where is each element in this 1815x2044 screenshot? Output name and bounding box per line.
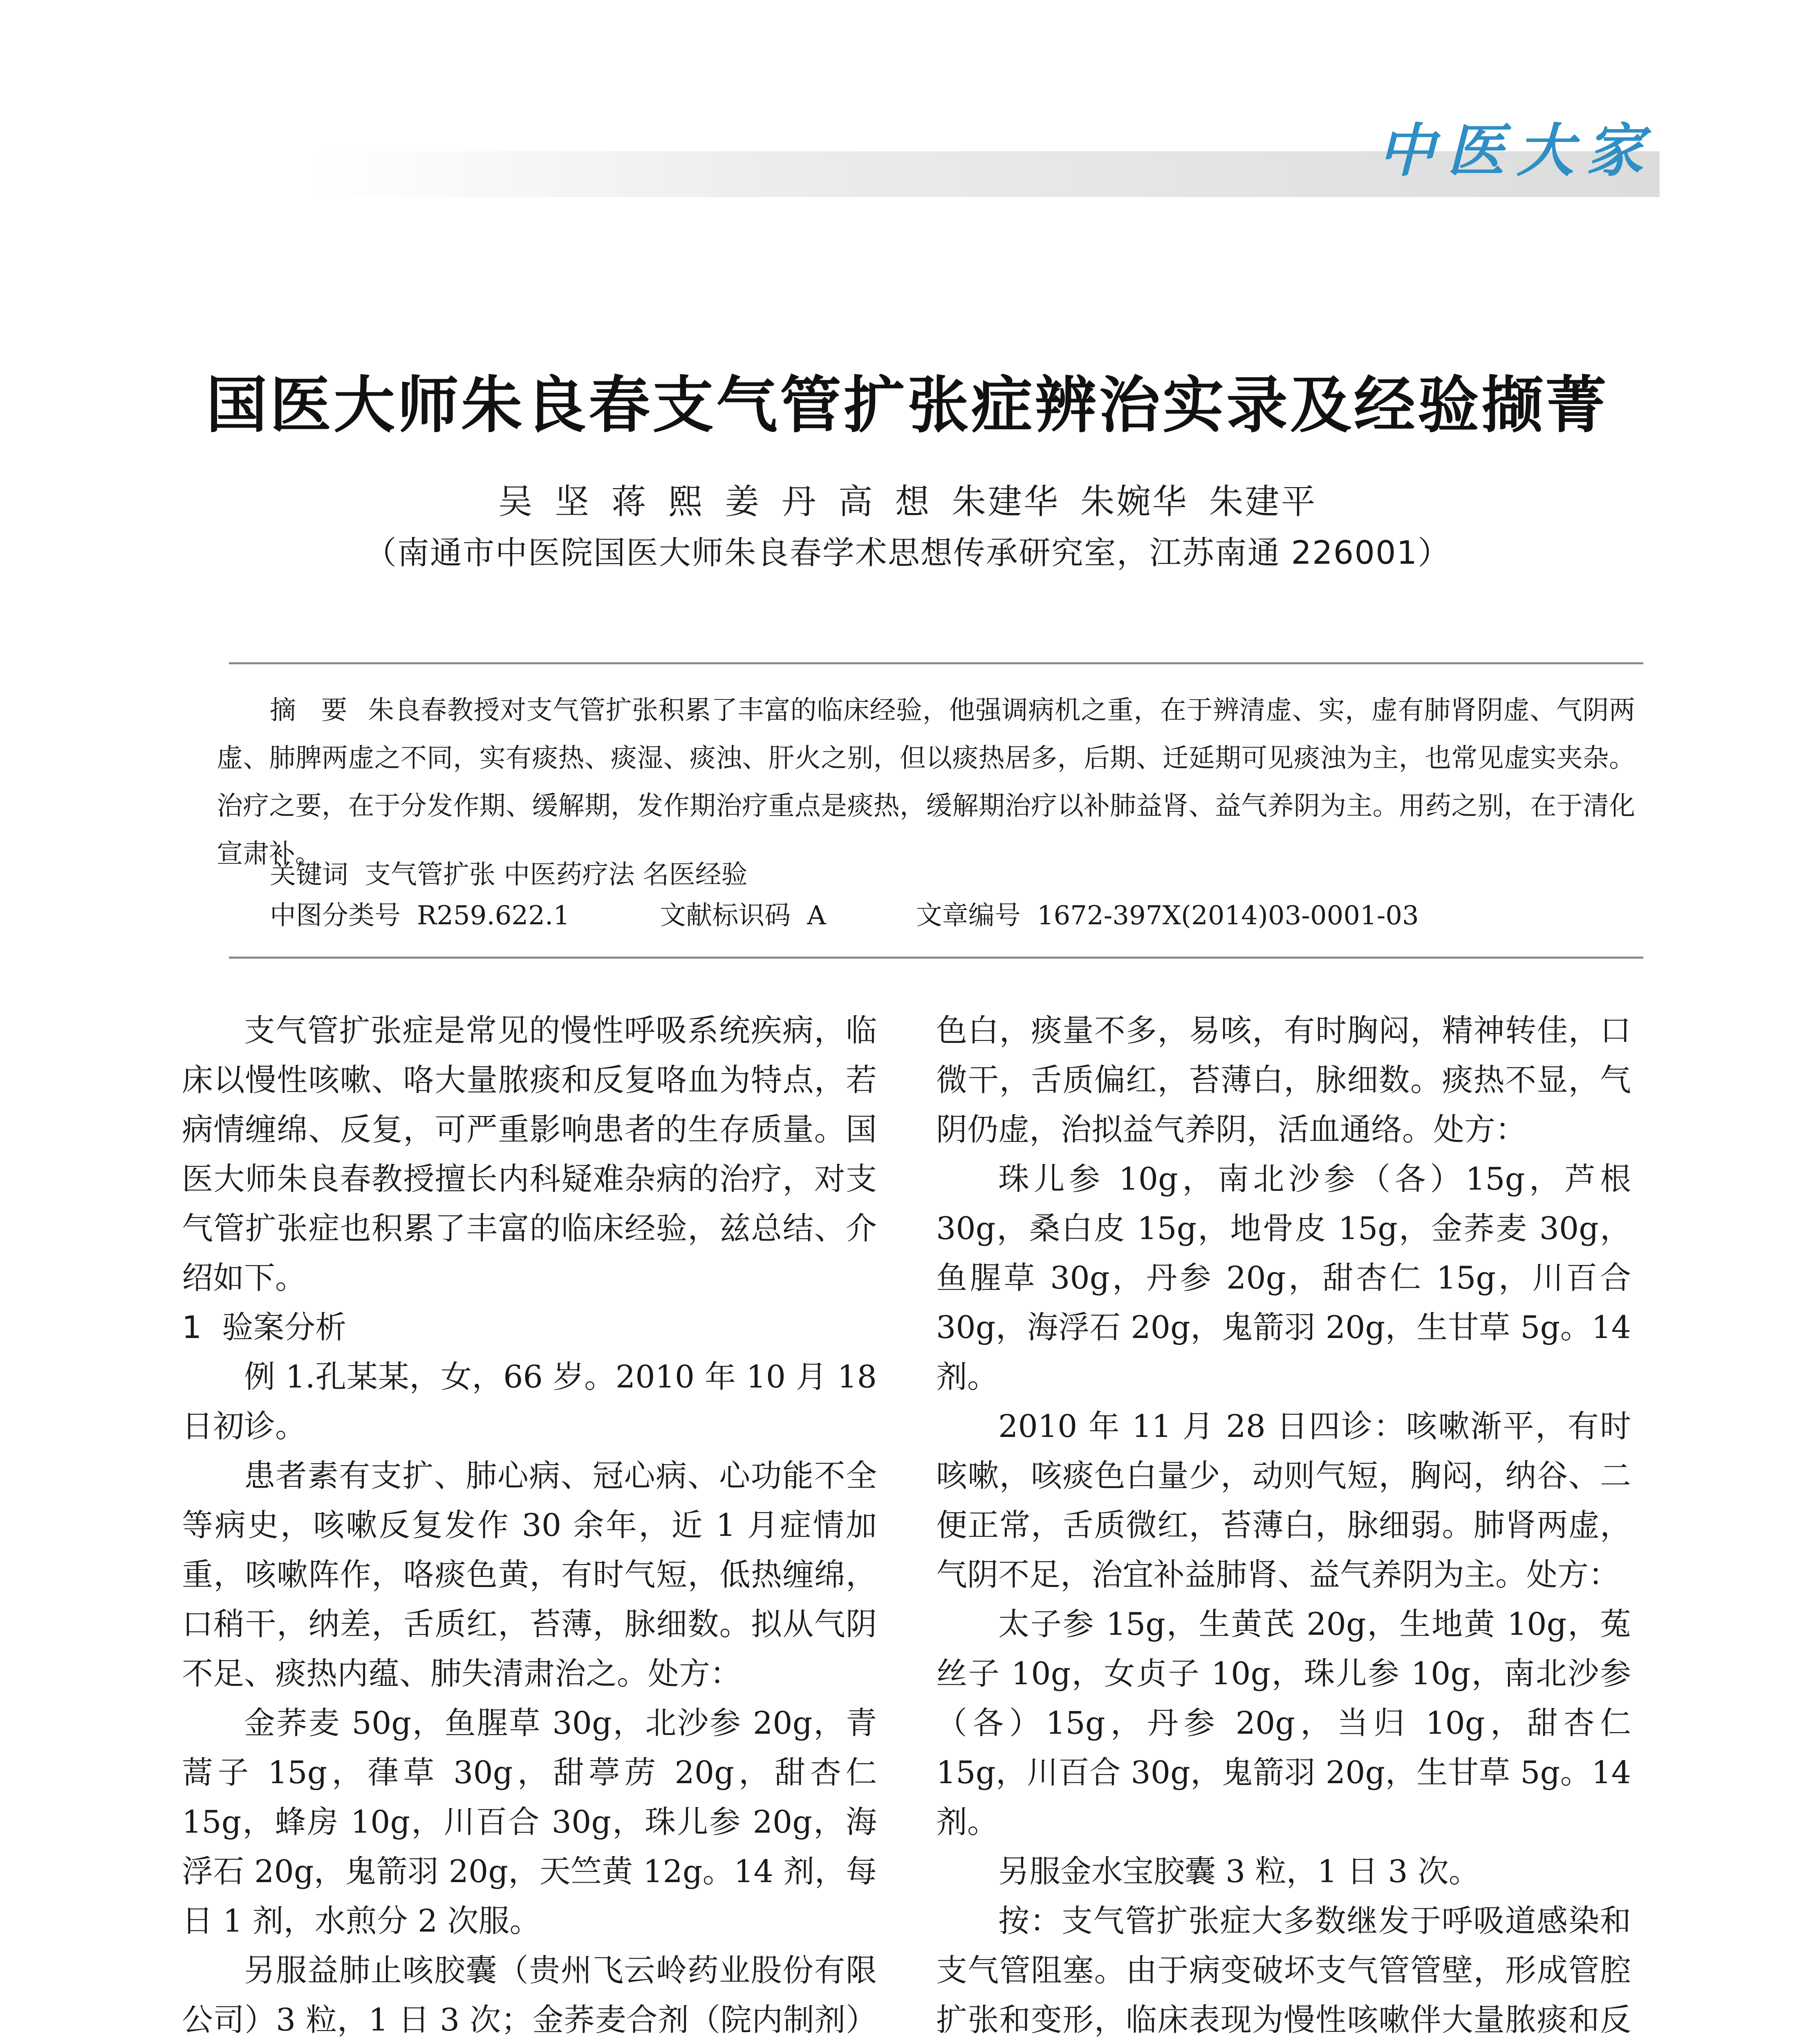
abstract bbox=[217, 687, 1635, 878]
bottom-divider bbox=[229, 957, 1643, 959]
author-list: 吴 坚 蒋 熙 姜 丹 高 想 朱建华 朱婉华 朱建平 bbox=[498, 482, 1317, 522]
clc-value: R259.622.1 bbox=[417, 901, 570, 931]
paragraph: 2010 年 11 月 28 日四诊：咳嗽渐平，有时咳嗽，咳痰色白量少，动则气短，胸闷，纳谷、二便正常，舌质微红，苔薄白，脉细弱。肺肾两虚，气阴不足，治宜补益肺肾、益气养阴为主。处方： bbox=[936, 1408, 1631, 1593]
paragraph: 按：支气管扩张症大多数继发于呼吸道感染和支气管阻塞。由于病变破坏支气管管壁，形成管腔扩张和变形，临床表现为慢性咳嗽伴大量脓痰和反 bbox=[936, 1903, 1631, 2038]
keywords-line bbox=[270, 854, 748, 895]
abstract-text: 朱良春教授对支气管扩张积累了丰富的临床经验，他强调病机之重，在于辨清虚、实，虚有肺肾阴虚、气阴两虚、肺脾两虚之不同，实有痰热、痰湿、痰浊、肝火之别，但以痰热居多，后期、迁延期可见痰浊为主，也常见虚实夹杂。治疗之要，在于分发作期、缓解期，发作期治疗重点是痰热，缓解期治疗以补肺益肾、益气养阴为主。用药之别，在于清化宣肃补。 bbox=[217, 695, 1635, 869]
clc-label: 中图分类号 bbox=[270, 901, 401, 931]
paragraph: 患者素有支扩、肺心病、冠心病、心功能不全等病史，咳嗽反复发作 30 余年，近 1 月症情加重，咳嗽阵作，咯痰色黄，有时气短，低热缠绵，口稍干，纳差，舌质红，苔薄，脉细数。拟从气阴不足、痰热内蕴、肺失清肃治之。处方： bbox=[182, 1457, 877, 1692]
classification-line bbox=[270, 895, 1419, 936]
keywords-label: 关键词 bbox=[270, 860, 348, 890]
section-title: 验案分析 bbox=[222, 1309, 347, 1345]
section-number: 1 bbox=[182, 1309, 202, 1345]
keywords-value: 支气管扩张 中医药疗法 名医经验 bbox=[365, 860, 748, 890]
paragraph: 金荞麦 50g，鱼腥草 30g，北沙参 20g，青蒿子 15g，葎草 30g，甜葶苈 20g，甜杏仁 15g，蜂房 10g，川百合 30g，珠儿参 20g，海浮石 20g，鬼箭羽 20g，天竺黄 12g。14 剂，每日 1 剂，水煎分 2 次服。 bbox=[182, 1705, 877, 1939]
article-id-label: 文章编号 bbox=[916, 901, 1021, 931]
section-tag: 中医大家 bbox=[1377, 118, 1656, 184]
top-divider bbox=[229, 662, 1643, 664]
paragraph: 珠儿参 10g，南北沙参（各）15g，芦根 30g，桑白皮 15g，地骨皮 15g，金荞麦 30g，鱼腥草 30g，丹参 20g，甜杏仁 15g，川百合 30g，海浮石 20g，鬼箭羽 20g，生甘草 5g。14 剂。 bbox=[936, 1161, 1631, 1395]
paragraph: 色白，痰量不多，易咳，有时胸闷，精神转佳，口微干，舌质偏红，苔薄白，脉细数。痰热不显，气阴仍虚，治拟益气养阴，活血通络。处方： bbox=[936, 1012, 1631, 1148]
section-heading bbox=[182, 1302, 877, 1352]
affiliation: （南通市中医院国医大师朱良春学术思想传承研究室，江苏南通 226001） bbox=[364, 535, 1451, 572]
left-column bbox=[182, 1006, 877, 2044]
doc-code-label: 文献标识码 bbox=[660, 901, 791, 931]
abstract-label: 摘 要 bbox=[270, 695, 356, 726]
paragraph: 另服益肺止咳胶囊（贵州飞云岭药业股份有限公司）3 粒，1 日 3 次；金荞麦合剂（院内制剂） bbox=[182, 1952, 877, 2038]
paragraph: 例 1.孔某某，女，66 岁。2010 年 10 月 18 日初诊。 bbox=[182, 1358, 877, 1444]
right-column bbox=[936, 1006, 1631, 2044]
paragraph: 另服金水宝胶囊 3 粒，1 日 3 次。 bbox=[998, 1853, 1480, 1889]
article-id-value: 1672-397X(2014)03-0001-03 bbox=[1037, 901, 1419, 931]
doc-code-value: A bbox=[807, 901, 826, 931]
paragraph: 支气管扩张症是常见的慢性呼吸系统疾病，临床以慢性咳嗽、咯大量脓痰和反复咯血为特点，若病情缠绵、反复，可严重影响患者的生存质量。国医大师朱良春教授擅长内科疑难杂病的治疗，对支气管扩张症也积累了丰富的临床经验，兹总结、介绍如下。 bbox=[182, 1012, 877, 1296]
article-title: 国医大师朱良春支气管扩张症辨治实录及经验撷菁 bbox=[206, 370, 1609, 441]
paragraph: 太子参 15g，生黄芪 20g，生地黄 10g，菟丝子 10g，女贞子 10g，珠儿参 10g，南北沙参（各）15g，丹参 20g，当归 10g，甜杏仁 15g，川百合 30g，鬼箭羽 20g，生甘草 5g。14 剂。 bbox=[936, 1606, 1631, 1840]
